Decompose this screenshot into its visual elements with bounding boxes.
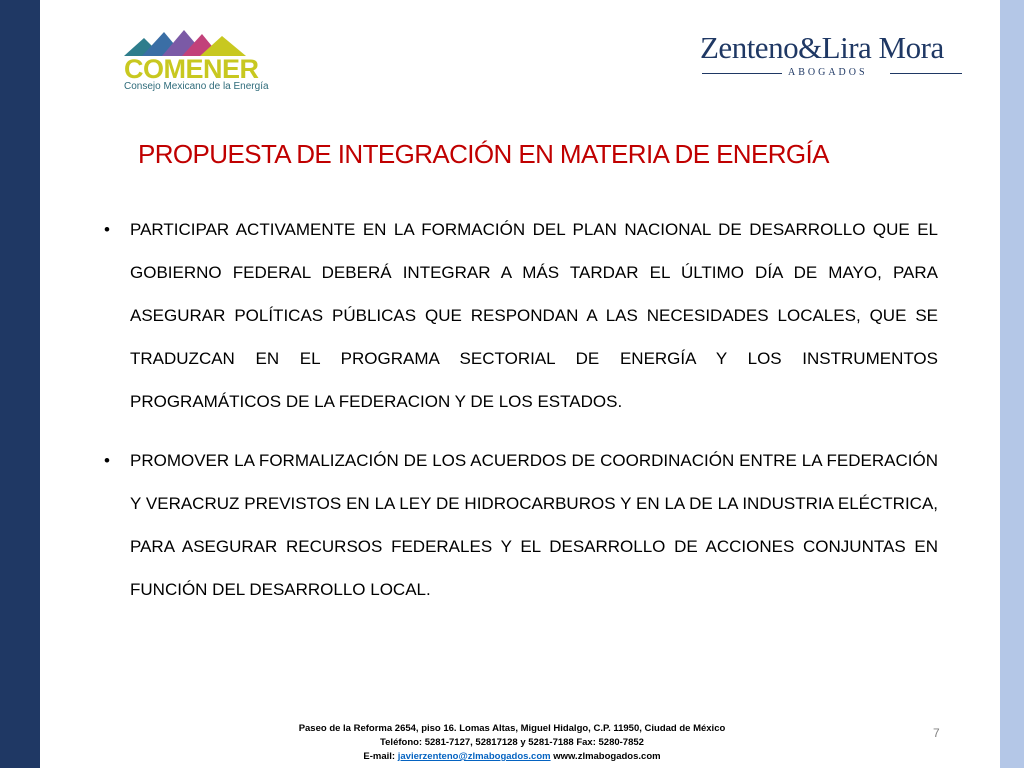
page-number: 7 <box>933 726 940 740</box>
footer-email-label: E-mail: <box>363 751 396 762</box>
bullet-item <box>96 439 938 611</box>
right-decorative-bar <box>1000 0 1024 768</box>
slide-title: PROPUESTA DE INTEGRACIÓN EN MATERIA DE ENERGÍA <box>138 139 829 169</box>
zl-wordmark: Zenteno&Lira Mora <box>700 30 944 65</box>
footer <box>200 722 824 764</box>
comener-subtitle: Consejo Mexicano de la Energía <box>124 81 269 92</box>
footer-address: Paseo de la Reforma 2654, piso 16. Lomas Altas, Miguel Hidalgo, C.P. 11950, Ciudad de México <box>298 723 726 734</box>
footer-website: www.zlmabogados.com <box>553 751 661 762</box>
left-decorative-bar <box>0 0 40 768</box>
bullet-list <box>96 208 938 611</box>
comener-logo <box>122 28 269 94</box>
bullet-marker: • <box>104 451 110 470</box>
zl-divider-left <box>702 73 782 74</box>
zenteno-lira-mora-logo <box>700 30 965 80</box>
bullet-text: PARTICIPAR ACTIVAMENTE EN LA FORMACIÓN DEL PLAN NACIONAL DE DESARROLLO QUE EL GOBIERNO FEDERAL DEBERÁ INTEGRAR A MÁS TARDAR EL ÚLTIMO DÍA DE MAYO, PARA ASEGURAR POLÍTICAS PÚBLICAS QUE RESPONDAN A LAS NECESIDADES LOCALES, QUE SE TRADUZCAN EN EL PROGRAMA SECTORIAL DE ENERGÍA Y LOS INSTRUMENTOS PROGRAMÁTICOS DE LA FEDERACION Y DE LOS ESTADOS. <box>130 220 938 411</box>
zl-divider-right <box>890 73 962 74</box>
footer-email-link[interactable]: javierzenteno@zlmabogados.com <box>397 751 551 762</box>
bullet-text: PROMOVER LA FORMALIZACIÓN DE LOS ACUERDOS DE COORDINACIÓN ENTRE LA FEDERACIÓN Y VERACRUZ PREVISTOS EN LA LEY DE HIDROCARBUROS Y EN LA DE LA INDUSTRIA ELÉCTRICA, PARA ASEGURAR RECURSOS FEDERALES Y EL DESARROLLO DE ACCIONES CONJUNTAS EN FUNCIÓN DEL DESARROLLO LOCAL. <box>130 451 938 599</box>
footer-contact <box>200 750 824 764</box>
bullet-marker: • <box>104 220 110 239</box>
bullet-item <box>96 208 938 423</box>
comener-wordmark: COMENER <box>124 54 259 84</box>
zl-subtitle: ABOGADOS <box>788 67 868 78</box>
footer-phones: Teléfono: 5281-7127, 52817128 y 5281-7188 Fax: 5280-7852 <box>380 737 644 748</box>
